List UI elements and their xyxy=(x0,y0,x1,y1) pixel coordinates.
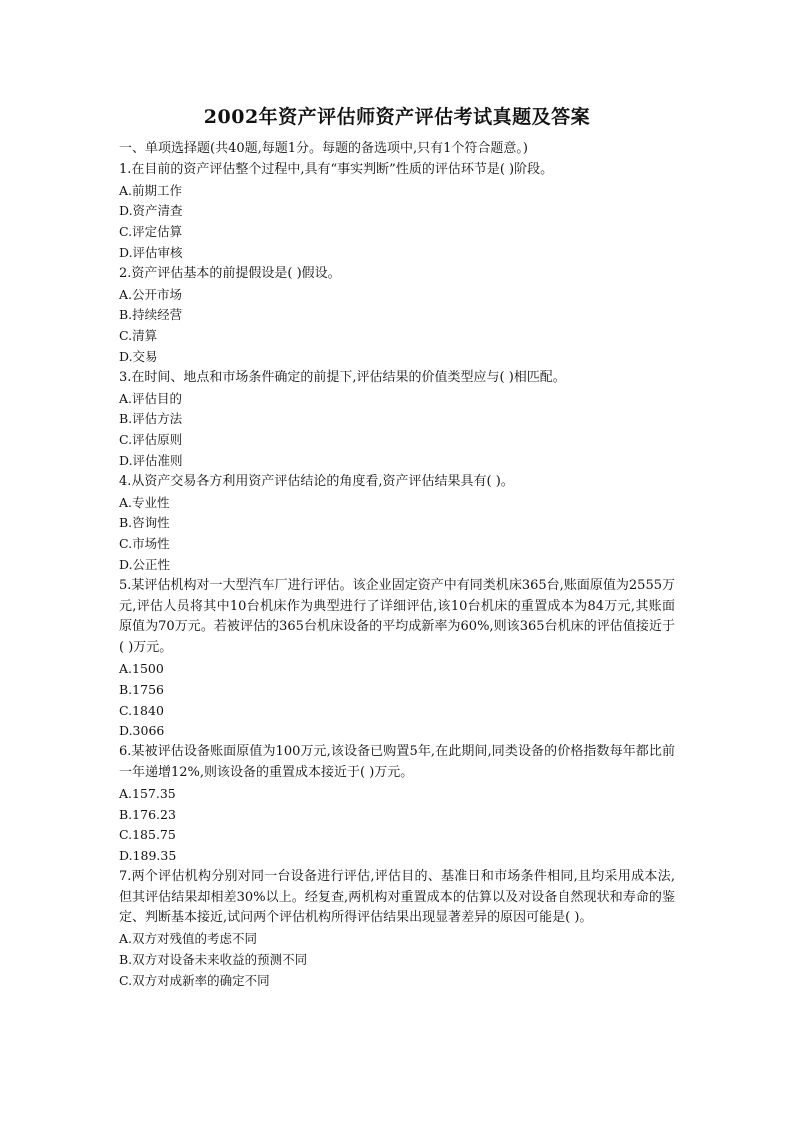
option-b: B.双方对设备未来收益的预测不同 xyxy=(119,952,308,968)
question-4 xyxy=(119,472,675,576)
option-d: D.评估准则 xyxy=(119,452,183,468)
option-b: B.176.23 xyxy=(119,806,176,822)
section-header: 一、单项选择题(共40题,每题1分。每题的备选项中,只有1个符合题意。) xyxy=(119,141,528,156)
question-7 xyxy=(119,867,675,992)
document-title: 2002年资产评估师资产评估考试真题及答案 xyxy=(203,106,591,128)
option-b: B.1756 xyxy=(119,681,164,697)
option-d: D.3066 xyxy=(119,723,165,739)
option-d: D.189.35 xyxy=(119,848,177,864)
option-a: A.157.35 xyxy=(119,785,176,801)
question-stem: 5.某评估机构对一大型汽车厂进行评估。该企业固定资产中有同类机床365台,账面原值为2555万元,评估人员将其中10台机床作为典型进行了详细评估,该10台机床的重置成本为84万元,其账面原值为70万元。若被评估的365台机床设备的平均成新率为60%,则该365台机床的评估值接近于( )万元。 xyxy=(119,577,675,656)
question-stem: 7.两个评估机构分别对同一台设备进行评估,评估目的、基准日和市场条件相同,且均采用成本法,但其评估结果却相差30%以上。经复查,两机构对重置成本的估算以及对设备自然现状和寿命的鉴定、判断基本接近,试问两个评估机构所得评估结果出现显著差异的原因可能是( )。 xyxy=(119,868,675,926)
option-a: A.公开市场 xyxy=(119,286,183,302)
option-b: B.持续经营 xyxy=(119,307,183,323)
option-a: A.专业性 xyxy=(119,494,170,510)
option-d: D.交易 xyxy=(119,348,158,364)
option-a: A.前期工作 xyxy=(119,182,183,198)
option-c: C.双方对成新率的确定不同 xyxy=(119,972,270,988)
option-d: D.公正性 xyxy=(119,556,171,572)
option-c: C.185.75 xyxy=(119,827,176,843)
document-body xyxy=(119,139,675,992)
question-5 xyxy=(119,576,675,742)
option-d: D.评估审核 xyxy=(119,244,183,260)
question-stem: 6.某被评估设备账面原值为100万元,该设备已购置5年,在此期间,同类设备的价格指数每年都比前一年递增12%,则该设备的重置成本接近于( )万元。 xyxy=(119,744,675,780)
option-c: C.评定估算 xyxy=(119,224,183,240)
question-3 xyxy=(119,368,675,472)
option-b: D.资产清查 xyxy=(119,203,183,219)
option-c: C.评估原则 xyxy=(119,432,183,448)
option-a: A.评估目的 xyxy=(119,390,183,406)
question-stem: 4.从资产交易各方利用资产评估结论的角度看,资产评估结果具有( )。 xyxy=(119,473,514,489)
question-stem: 3.在时间、地点和市场条件确定的前提下,评估结果的价值类型应与( )相匹配。 xyxy=(119,369,566,385)
option-a: A.双方对残值的考虑不同 xyxy=(119,931,258,947)
question-1 xyxy=(119,160,675,264)
question-stem: 1.在目前的资产评估整个过程中,具有“事实判断”性质的评估环节是( )阶段。 xyxy=(119,161,554,177)
option-c: C.市场性 xyxy=(119,536,170,552)
question-6 xyxy=(119,742,675,867)
option-c: C.1840 xyxy=(119,702,164,718)
option-b: B.评估方法 xyxy=(119,411,183,427)
option-c: C.清算 xyxy=(119,328,158,344)
option-b: B.咨询性 xyxy=(119,515,170,531)
question-stem: 2.资产评估基本的前提假设是( )假设。 xyxy=(119,265,341,281)
question-2 xyxy=(119,264,675,368)
option-a: A.1500 xyxy=(119,660,164,676)
